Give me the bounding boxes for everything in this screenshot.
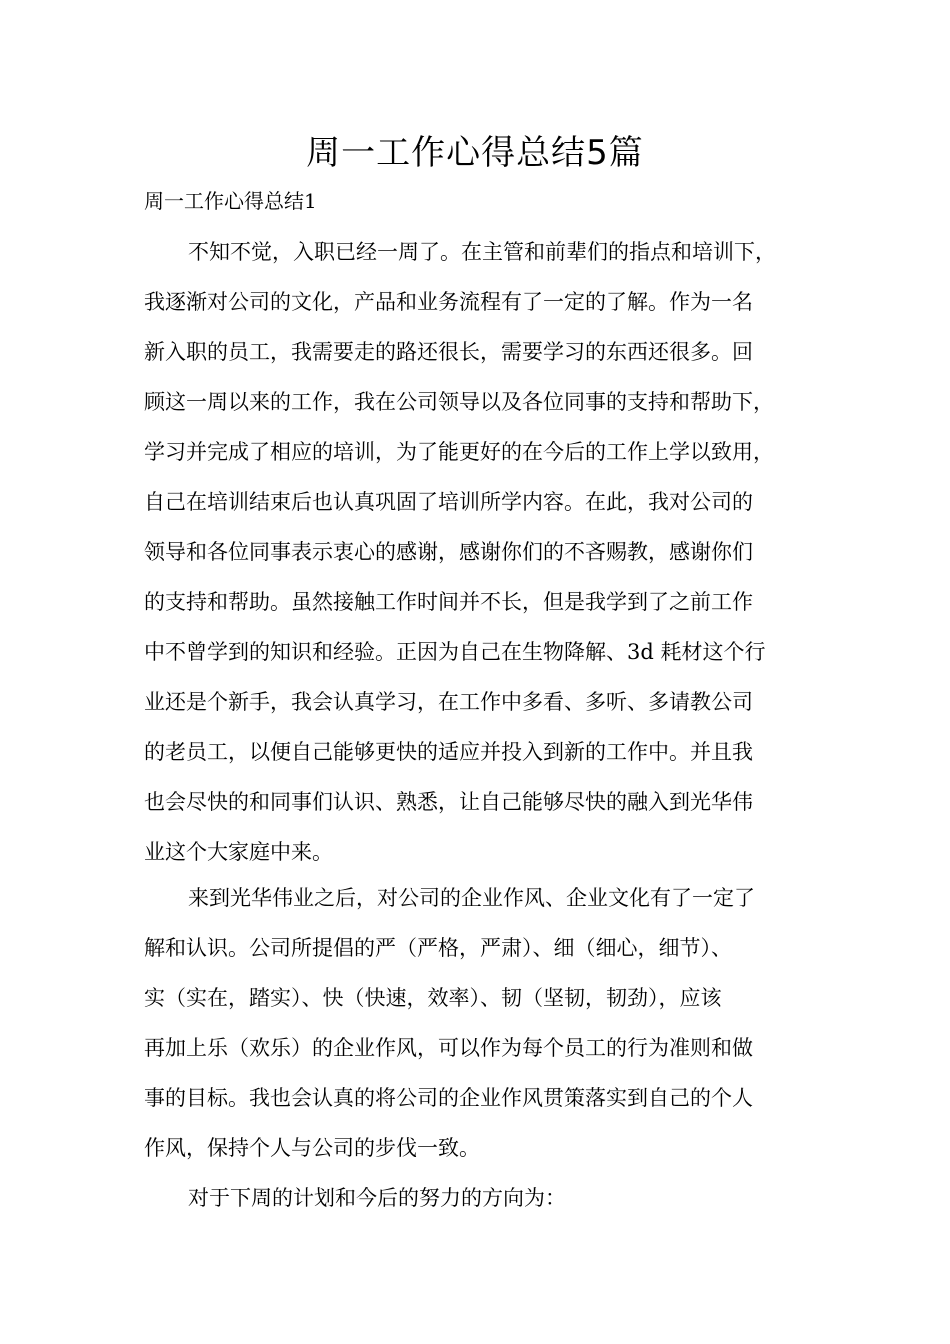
paragraph-line: 新入职的员工，我需要走的路还很长，需要学习的东西还很多。回 [144, 340, 753, 364]
paragraph-line: 不知不觉，入职已经一周了。在主管和前辈们的指点和培训下， [188, 240, 776, 264]
paragraph-line: 自己在培训结束后也认真巩固了培训所学内容。在此，我对公司的 [144, 490, 753, 514]
paragraph-line: 实（实在，踏实）、快（快速，效率）、韧（坚韧，韧劲），应该 [144, 986, 722, 1010]
paragraph-line: 顾这一周以来的工作，我在公司领导以及各位同事的支持和帮助下， [144, 390, 774, 414]
paragraph-line: 解和认识。公司所提倡的严（严格，严肃）、细（细心，细节）、 [144, 936, 732, 960]
paragraph-3 [144, 1173, 834, 1223]
paragraph-line: 的支持和帮助。虽然接触工作时间并不长，但是我学到了之前工作 [144, 590, 753, 614]
paragraph-line: 中不曾学到的知识和经验。正因为自己在生物降解、3d 耗材这个行 [144, 640, 766, 664]
paragraph-line: 的老员工，以便自己能够更快的适应并投入到新的工作中。并且我 [144, 740, 753, 764]
section-heading: 周一工作心得总结1 [144, 189, 317, 213]
paragraph-line: 对于下周的计划和今后的努力的方向为： [188, 1186, 566, 1210]
paragraph-line: 领导和各位同事表示衷心的感谢，感谢你们的不吝赐教，感谢你们 [144, 540, 753, 564]
paragraph-line: 作风，保持个人与公司的步伐一致。 [144, 1136, 480, 1160]
paragraph-line: 业这个大家庭中来。 [144, 840, 333, 864]
document-title: 周一工作心得总结5篇 [306, 133, 644, 173]
paragraph-line: 业还是个新手，我会认真学习，在工作中多看、多听、多请教公司 [144, 690, 753, 714]
paragraph-1 [144, 227, 834, 877]
paragraph-line: 事的目标。我也会认真的将公司的企业作风贯策落实到自己的个人 [144, 1086, 753, 1110]
paragraph-line: 我逐渐对公司的文化，产品和业务流程有了一定的了解。作为一名 [144, 290, 753, 314]
paragraph-line: 也会尽快的和同事们认识、熟悉，让自己能够尽快的融入到光华伟 [144, 790, 753, 814]
paragraph-line: 再加上乐（欢乐）的企业作风，可以作为每个员工的行为准则和做 [144, 1036, 753, 1060]
paragraph-line: 来到光华伟业之后，对公司的企业作风、企业文化有了一定了 [188, 886, 755, 910]
paragraph-2 [144, 873, 834, 1173]
paragraph-line: 学习并完成了相应的培训，为了能更好的在今后的工作上学以致用， [144, 440, 774, 464]
